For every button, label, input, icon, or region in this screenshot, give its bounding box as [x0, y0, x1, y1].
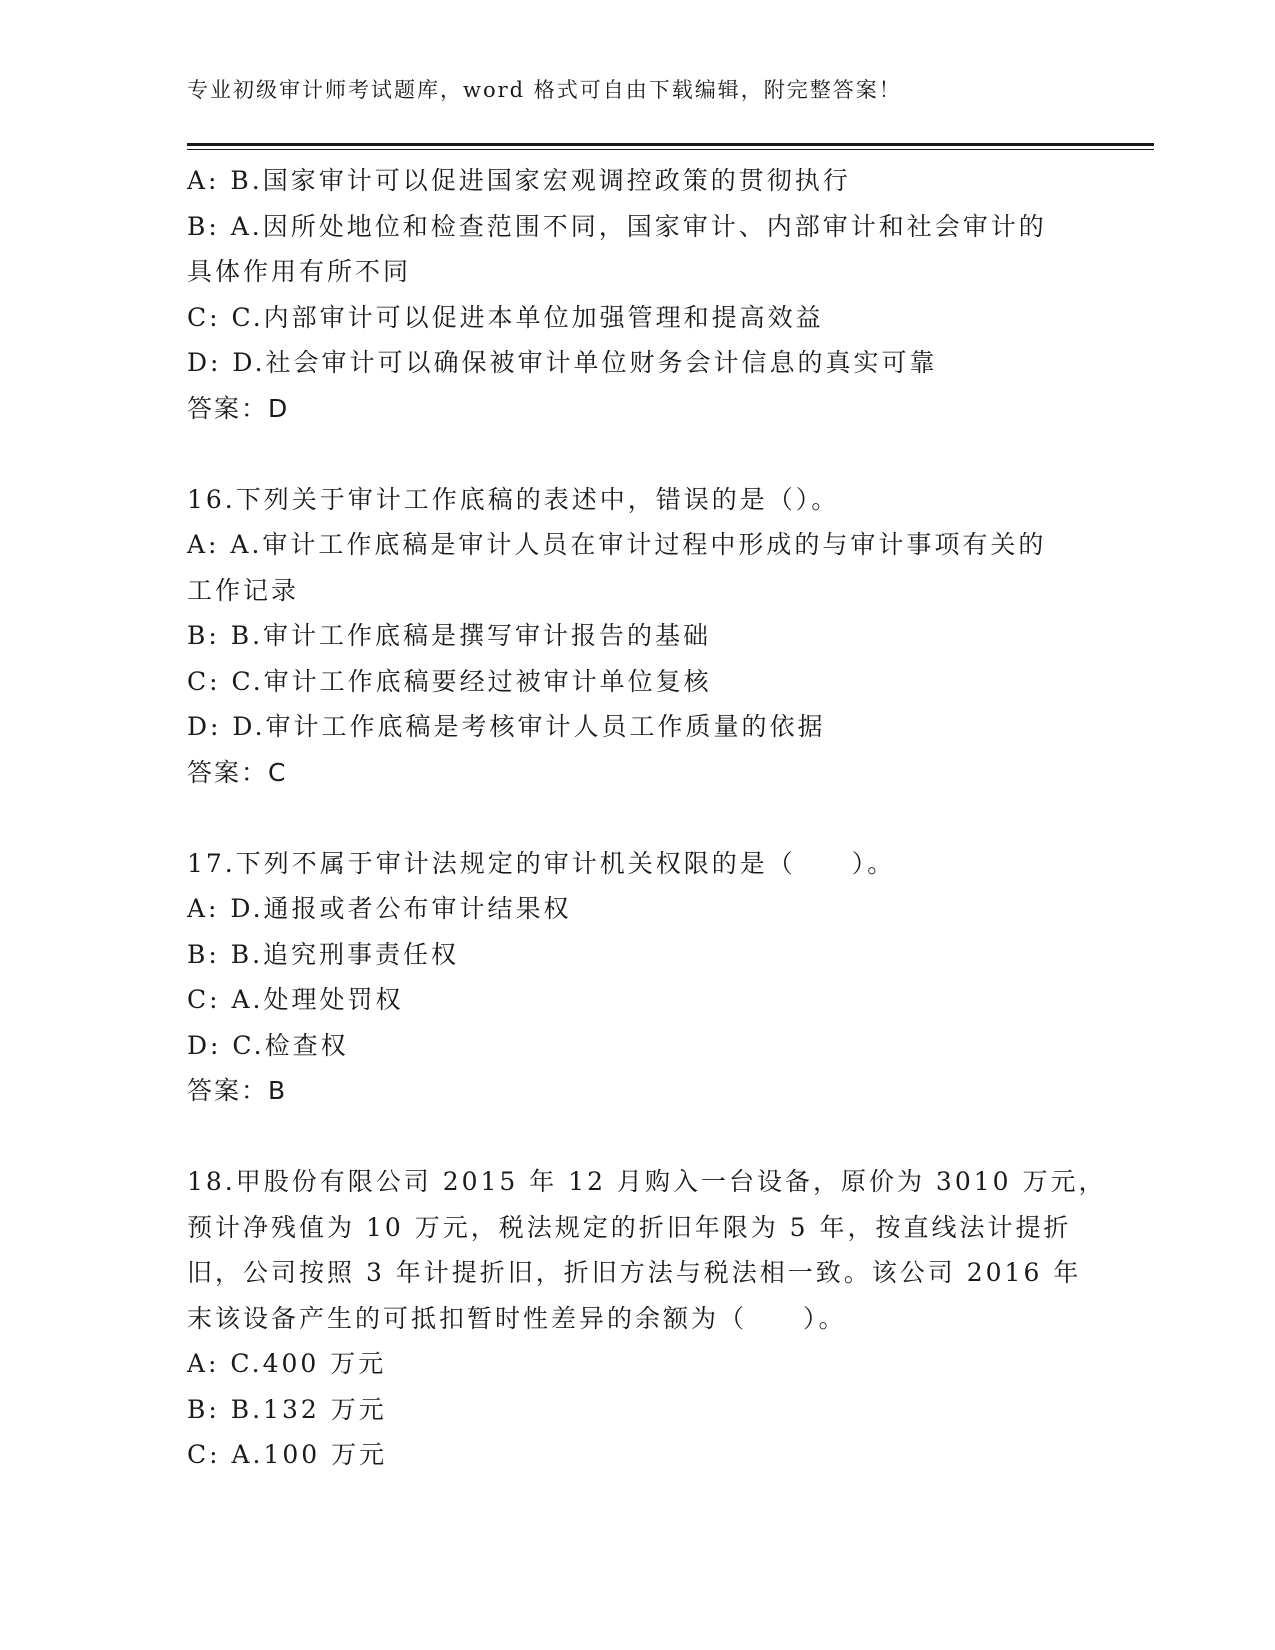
option-a-continued: 工作记录: [187, 575, 300, 605]
question-text-continued: 末该设备产生的可抵扣暂时性差异的余额为（ ）。: [187, 1303, 847, 1333]
exam-content: [187, 158, 1107, 1478]
option-a: A: D.通报或者公布审计结果权: [187, 894, 572, 923]
question-text: 16.下列关于审计工作底稿的表述中，错误的是（）。: [187, 484, 840, 514]
option-b: B: B.132 万元: [187, 1394, 387, 1424]
question-17: [187, 841, 1087, 1114]
header-rule-thin: [187, 149, 1154, 150]
question-text-continued: 预计净残值为 10 万元，税法规定的折旧年限为 5 年，按直线法计提折: [187, 1212, 1072, 1242]
option-b-continued: 具体作用有所不同: [187, 257, 412, 286]
option-b: B: B.追究刑事责任权: [187, 939, 460, 969]
answer: 答案：D: [187, 393, 290, 423]
option-d: D: D.社会审计可以确保被审计单位财务会计信息的真实可靠: [187, 348, 938, 377]
option-a: A: A.审计工作底稿是审计人员在审计过程中形成的与审计事项有关的: [187, 530, 1047, 559]
question-16: [187, 477, 1087, 796]
answer: 答案：C: [187, 757, 288, 787]
option-a: A: B.国家审计可以促进国家宏观调控政策的贯彻执行: [187, 166, 851, 195]
option-a: A: C.400 万元: [187, 1349, 387, 1378]
question-18: [187, 1159, 1107, 1478]
page-header: 专业初级审计师考试题库，word 格式可自由下载编辑，附完整答案！: [187, 78, 902, 102]
question-text-continued: 旧，公司按照 3 年计提折旧，折旧方法与税法相一致。该公司 2016 年: [187, 1258, 1082, 1287]
option-c: C: A.处理处罚权: [187, 985, 404, 1014]
option-b: B: B.审计工作底稿是撰写审计报告的基础: [187, 621, 712, 650]
option-b: B: A.因所处地位和检查范围不同，国家审计、内部审计和社会审计的: [187, 211, 1047, 241]
option-c: C: C.审计工作底稿要经过被审计单位复核: [187, 666, 712, 696]
option-d: D: D.审计工作底稿是考核审计人员工作质量的依据: [187, 712, 826, 741]
question-15-tail: [187, 158, 1087, 431]
spacer: [187, 795, 1087, 841]
option-d: D: C.检查权: [187, 1030, 349, 1060]
answer: 答案：B: [187, 1076, 288, 1105]
option-c: C: A.100 万元: [187, 1440, 388, 1469]
header-rule-thick: [187, 143, 1154, 146]
option-c: C: C.内部审计可以促进本单位加强管理和提高效益: [187, 302, 824, 332]
question-text: 17.下列不属于审计法规定的审计机关权限的是（ ）。: [187, 848, 896, 878]
spacer: [187, 431, 1087, 477]
spacer: [187, 1114, 1087, 1160]
question-text: 18.甲股份有限公司 2015 年 12 月购入一台设备，原价为 3010 万元，: [187, 1167, 1107, 1196]
